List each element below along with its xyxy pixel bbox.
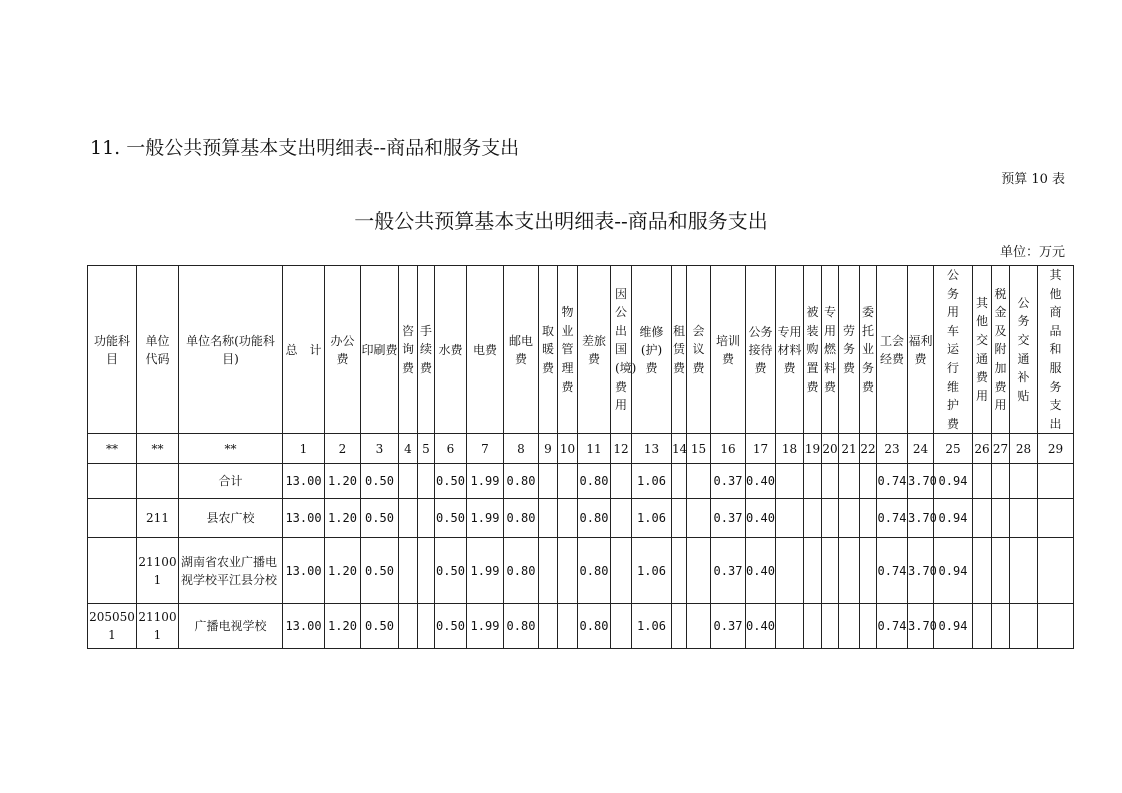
table-cell: 1.99 xyxy=(467,499,504,538)
column-header-label: 单位名称(功能科目) xyxy=(186,333,275,366)
column-index: 8 xyxy=(504,434,539,464)
column-index: 4 xyxy=(399,434,418,464)
column-header xyxy=(558,266,578,434)
table-cell: 211001 xyxy=(137,538,179,604)
table-cell: 0.37 xyxy=(711,538,746,604)
table-cell xyxy=(539,464,558,499)
column-header xyxy=(88,266,137,434)
table-cell: 0.80 xyxy=(504,464,539,499)
column-header xyxy=(467,266,504,434)
section-title: 11. 一般公共预算基本支出明细表--商品和服务支出 xyxy=(90,137,520,159)
column-header-label: 专用燃料费 xyxy=(824,305,837,394)
column-index: 15 xyxy=(687,434,711,464)
table-cell: 13.00 xyxy=(283,538,325,604)
column-index: 3 xyxy=(361,434,399,464)
column-header-label: 公务接待费 xyxy=(748,324,773,375)
column-header xyxy=(776,266,804,434)
column-header xyxy=(746,266,776,434)
table-cell xyxy=(399,464,418,499)
column-header-label: 物业管理费 xyxy=(561,305,574,394)
table-cell: 0.50 xyxy=(435,464,467,499)
column-header xyxy=(672,266,687,434)
table-cell: 0.74 xyxy=(877,499,908,538)
table-cell xyxy=(839,464,860,499)
column-header xyxy=(973,266,992,434)
table-cell: 0.50 xyxy=(435,604,467,649)
table-cell xyxy=(776,538,804,604)
table-cell: 0.50 xyxy=(361,604,399,649)
column-header xyxy=(418,266,435,434)
column-header xyxy=(1010,266,1038,434)
column-index: 25 xyxy=(934,434,973,464)
column-index: 19 xyxy=(804,434,822,464)
column-header-label: 其他商品和服务支出 xyxy=(1049,268,1062,431)
table-cell: 13.00 xyxy=(283,604,325,649)
table-cell: 广播电视学校 xyxy=(179,604,283,649)
column-header-label: 租赁费 xyxy=(673,323,686,375)
table-cell: 0.80 xyxy=(578,499,611,538)
table-cell xyxy=(687,499,711,538)
column-index: ** xyxy=(179,434,283,464)
table-cell xyxy=(1010,464,1038,499)
table-cell: 13.00 xyxy=(283,499,325,538)
table-cell: 13.00 xyxy=(283,464,325,499)
table-cell xyxy=(822,604,839,649)
column-header xyxy=(399,266,418,434)
column-header-label: 被装购置费 xyxy=(806,305,819,394)
column-header-label: 培训费 xyxy=(716,333,741,366)
column-header-label: 差旅费 xyxy=(581,333,606,366)
table-row xyxy=(88,464,1074,499)
table-cell xyxy=(804,499,822,538)
table-cell: 0.94 xyxy=(934,604,973,649)
column-header xyxy=(632,266,672,434)
column-header-label: 咨询费 xyxy=(402,323,415,375)
table-cell xyxy=(992,499,1010,538)
table-cell xyxy=(973,499,992,538)
table-cell: 3.70 xyxy=(908,604,934,649)
table-cell: 1.99 xyxy=(467,464,504,499)
column-index: 21 xyxy=(839,434,860,464)
table-cell xyxy=(860,464,877,499)
table-cell xyxy=(611,464,632,499)
table-cell xyxy=(822,538,839,604)
table-cell: 211 xyxy=(137,499,179,538)
column-header xyxy=(860,266,877,434)
table-cell: 0.94 xyxy=(934,464,973,499)
table-cell: 0.80 xyxy=(504,499,539,538)
column-header-label: 其他交通费用 xyxy=(976,295,989,403)
column-header-label: 福利费 xyxy=(908,333,933,366)
table-cell xyxy=(672,464,687,499)
table-cell: 1.06 xyxy=(632,604,672,649)
table-cell: 0.94 xyxy=(934,499,973,538)
column-index: 28 xyxy=(1010,434,1038,464)
column-header-label: 水费 xyxy=(438,342,463,357)
table-cell: 0.40 xyxy=(746,538,776,604)
column-header-label: 会议费 xyxy=(692,323,705,375)
table-cell xyxy=(137,464,179,499)
column-index: 13 xyxy=(632,434,672,464)
table-cell: 0.74 xyxy=(877,538,908,604)
column-index: 23 xyxy=(877,434,908,464)
table-cell xyxy=(1010,604,1038,649)
table-cell: 0.94 xyxy=(934,538,973,604)
unit-label: 单位：万元 xyxy=(999,245,1065,260)
table-cell: 0.50 xyxy=(361,464,399,499)
column-header-label: 专用材料费 xyxy=(777,324,802,375)
table-cell xyxy=(1038,538,1074,604)
table-cell xyxy=(418,604,435,649)
table-cell xyxy=(839,538,860,604)
column-header xyxy=(361,266,399,434)
table-cell: 1.99 xyxy=(467,604,504,649)
table-cell xyxy=(418,499,435,538)
column-index: 9 xyxy=(539,434,558,464)
table-cell: 0.74 xyxy=(877,464,908,499)
table-cell xyxy=(860,604,877,649)
table-cell xyxy=(822,499,839,538)
column-header xyxy=(179,266,283,434)
column-header-label: 因公出国(境)费用 xyxy=(615,286,637,413)
column-header-label: 公务用车运行维护费 xyxy=(947,268,960,431)
column-index: 6 xyxy=(435,434,467,464)
table-cell xyxy=(1038,499,1074,538)
table-cell xyxy=(399,604,418,649)
expenditure-table xyxy=(87,265,1074,649)
table-cell: 2050501 xyxy=(88,604,137,649)
column-header xyxy=(934,266,973,434)
column-header-label: 办公费 xyxy=(330,333,355,366)
column-index: 24 xyxy=(908,434,934,464)
column-index: 27 xyxy=(992,434,1010,464)
table-cell: 0.80 xyxy=(578,464,611,499)
column-header xyxy=(822,266,839,434)
table-cell xyxy=(539,604,558,649)
table-cell: 0.40 xyxy=(746,604,776,649)
column-index: 29 xyxy=(1038,434,1074,464)
table-cell: 3.70 xyxy=(908,464,934,499)
table-cell xyxy=(1010,499,1038,538)
table-cell: 0.74 xyxy=(877,604,908,649)
table-cell: 湖南省农业广播电视学校平江县分校 xyxy=(179,538,283,604)
table-cell xyxy=(973,604,992,649)
column-index: 17 xyxy=(746,434,776,464)
column-header-label: 邮电费 xyxy=(509,333,534,366)
column-header-label: 总 计 xyxy=(285,342,322,357)
column-header-label: 印刷费 xyxy=(361,342,398,357)
column-header xyxy=(578,266,611,434)
column-index: ** xyxy=(137,434,179,464)
column-header xyxy=(839,266,860,434)
table-cell: 1.06 xyxy=(632,538,672,604)
column-header xyxy=(992,266,1010,434)
column-header-label: 功能科目 xyxy=(93,333,130,366)
column-index: 1 xyxy=(283,434,325,464)
table-cell: 1.20 xyxy=(325,538,361,604)
column-index: 14 xyxy=(672,434,687,464)
table-cell: 3.70 xyxy=(908,499,934,538)
table-cell xyxy=(992,538,1010,604)
table-cell xyxy=(672,538,687,604)
table-cell: 0.50 xyxy=(435,499,467,538)
table-cell xyxy=(860,499,877,538)
table-cell xyxy=(804,538,822,604)
column-header-label: 劳务费 xyxy=(843,323,856,375)
column-index: ** xyxy=(88,434,137,464)
column-index: 22 xyxy=(860,434,877,464)
table-cell xyxy=(776,464,804,499)
table-cell: 1.20 xyxy=(325,464,361,499)
table-cell xyxy=(88,538,137,604)
table-cell: 0.80 xyxy=(504,538,539,604)
table-cell: 0.80 xyxy=(578,538,611,604)
table-cell xyxy=(1038,604,1074,649)
column-header xyxy=(877,266,908,434)
column-header-label: 税金及附加费用 xyxy=(994,286,1007,413)
table-cell: 0.50 xyxy=(361,499,399,538)
table-number: 预算 10 表 xyxy=(1001,172,1065,187)
table-cell xyxy=(687,464,711,499)
table-cell xyxy=(558,499,578,538)
table-cell xyxy=(88,464,137,499)
table-cell xyxy=(992,604,1010,649)
table-cell: 1.99 xyxy=(467,538,504,604)
table-cell: 0.40 xyxy=(746,464,776,499)
table-cell xyxy=(822,464,839,499)
column-header xyxy=(435,266,467,434)
table-cell xyxy=(672,604,687,649)
table-cell xyxy=(804,464,822,499)
column-header xyxy=(611,266,637,434)
table-cell: 1.20 xyxy=(325,604,361,649)
table-cell xyxy=(1010,538,1038,604)
column-header xyxy=(804,266,822,434)
table-cell xyxy=(992,464,1010,499)
table-cell xyxy=(973,464,992,499)
table-cell xyxy=(611,499,632,538)
table-cell xyxy=(839,604,860,649)
table-title: 一般公共预算基本支出明细表--商品和服务支出 xyxy=(354,209,768,233)
table-cell: 0.40 xyxy=(746,499,776,538)
table-cell xyxy=(558,604,578,649)
table-cell xyxy=(558,464,578,499)
table-cell xyxy=(399,499,418,538)
column-header-label: 公务交通补贴 xyxy=(1017,295,1030,403)
column-index: 2 xyxy=(325,434,361,464)
table-cell: 合计 xyxy=(179,464,283,499)
table-cell: 0.80 xyxy=(504,604,539,649)
table-row xyxy=(88,604,1074,649)
column-header xyxy=(1038,266,1074,434)
table-cell: 0.37 xyxy=(711,499,746,538)
table-cell xyxy=(611,604,632,649)
table-cell: 1.20 xyxy=(325,499,361,538)
table-cell xyxy=(539,538,558,604)
table-cell xyxy=(611,538,632,604)
table-cell xyxy=(418,464,435,499)
table-cell: 0.37 xyxy=(711,464,746,499)
column-index: 26 xyxy=(973,434,992,464)
table-cell xyxy=(1038,464,1074,499)
table-cell xyxy=(776,499,804,538)
table-cell: 0.50 xyxy=(435,538,467,604)
column-header xyxy=(539,266,558,434)
column-header-label: 维修(护)费 xyxy=(639,324,664,375)
column-header xyxy=(908,266,934,434)
table-cell xyxy=(539,499,558,538)
column-header-label: 电费 xyxy=(472,342,497,357)
table-cell: 1.06 xyxy=(632,464,672,499)
column-index: 7 xyxy=(467,434,504,464)
column-index: 16 xyxy=(711,434,746,464)
column-index: 20 xyxy=(822,434,839,464)
table-cell xyxy=(418,538,435,604)
column-header xyxy=(283,266,325,434)
table-cell: 县农广校 xyxy=(179,499,283,538)
table-cell: 0.37 xyxy=(711,604,746,649)
column-header-label: 取暖费 xyxy=(542,323,555,375)
column-header xyxy=(711,266,746,434)
column-header xyxy=(137,266,179,434)
column-header xyxy=(687,266,711,434)
table-cell: 211001 xyxy=(137,604,179,649)
table-cell xyxy=(687,604,711,649)
table-cell xyxy=(776,604,804,649)
table-cell xyxy=(860,538,877,604)
table-row xyxy=(88,499,1074,538)
table-cell xyxy=(88,499,137,538)
table-cell xyxy=(399,538,418,604)
column-header-label: 单位代码 xyxy=(145,333,170,366)
column-index: 10 xyxy=(558,434,578,464)
table-cell: 3.70 xyxy=(908,538,934,604)
column-index: 5 xyxy=(418,434,435,464)
column-index: 18 xyxy=(776,434,804,464)
table-cell xyxy=(804,604,822,649)
column-header-label: 工会经费 xyxy=(879,333,904,366)
table-cell xyxy=(558,538,578,604)
column-header-label: 手续费 xyxy=(420,323,433,375)
table-cell xyxy=(672,499,687,538)
table-cell xyxy=(687,538,711,604)
column-index: 12 xyxy=(611,434,632,464)
table-cell xyxy=(839,499,860,538)
column-header xyxy=(504,266,539,434)
table-cell: 1.06 xyxy=(632,499,672,538)
column-index: 11 xyxy=(578,434,611,464)
table-cell: 0.80 xyxy=(578,604,611,649)
table-cell: 0.50 xyxy=(361,538,399,604)
column-header-label: 委托业务费 xyxy=(862,305,875,394)
column-header xyxy=(325,266,361,434)
table-row xyxy=(88,538,1074,604)
table-cell xyxy=(973,538,992,604)
